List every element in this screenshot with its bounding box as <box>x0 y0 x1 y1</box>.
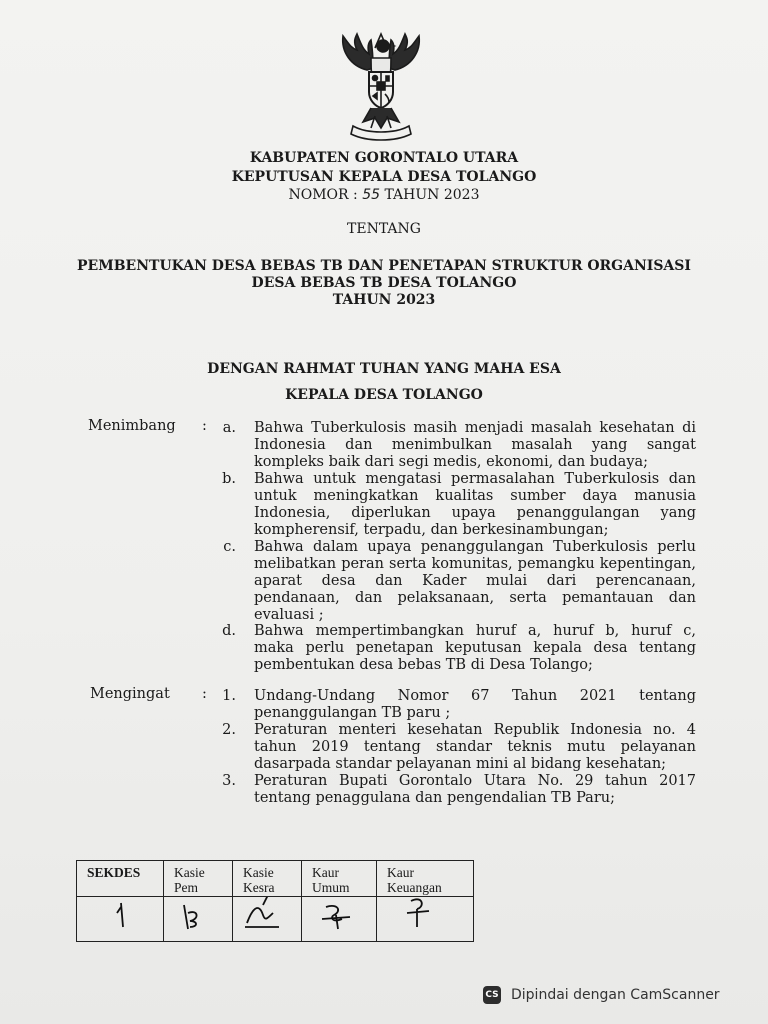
subject-line-2: DESA BEBAS TB DESA TOLANGO <box>251 275 517 291</box>
decree-number <box>0 187 768 203</box>
camscanner-badge <box>483 986 720 1004</box>
menimbang-c-line-1: Bahwa dalam upaya penanggulangan Tuberkulosis perlu <box>254 539 696 555</box>
menimbang-label: Menimbang <box>88 418 176 434</box>
decree-title: KEPUTUSAN KEPALA DESA TOLANGO <box>231 169 537 185</box>
mengingat-3-line-2: tentang penaggulana dan pengendalian TB Paru; <box>254 790 615 806</box>
camscanner-label: Dipindai dengan CamScanner <box>511 987 720 1003</box>
mengingat-label: Mengingat <box>90 686 170 702</box>
signoff-header-kaur-keuangan-line-2: Keuangan <box>387 880 442 895</box>
mengingat-colon: : <box>202 686 207 702</box>
menimbang-b-line-1: Bahwa untuk mengatasi permasalahan Tuberkulosis dan <box>254 471 696 487</box>
initial-sekdes-mark <box>77 897 163 937</box>
subject-line-1: PEMBENTUKAN DESA BEBAS TB DAN PENETAPAN STRUKTUR ORGANISASI <box>77 258 691 274</box>
mengingat-1-line-1: Undang-Undang Nomor 67 Tahun 2021 tentang <box>254 688 696 704</box>
signoff-header-kaur-umum-line-2: Umum <box>312 880 350 895</box>
signoff-header-row <box>77 861 474 897</box>
official-heading: KEPALA DESA TOLANGO <box>285 387 483 403</box>
initial-kaur-umum-mark <box>302 897 376 937</box>
mengingat-3-line-1: Peraturan Bupati Gorontalo Utara No. 29 tahun 2017 <box>254 773 696 789</box>
signoff-header-kaur-keuangan-line-1: Kaur <box>387 865 414 880</box>
menimbang-a-line-3: kompleks baik dari segi medis, ekonomi, dan budaya; <box>254 454 649 470</box>
initial-kaur-keuangan-mark <box>377 897 473 937</box>
signoff-header-kasie-kesra-line-1: Kasie <box>243 865 274 880</box>
menimbang-d-line-3: pembentukan desa bebas TB di Desa Tolango; <box>254 657 593 673</box>
decree-number-handwritten: 55 <box>362 187 381 203</box>
regency-title: KABUPATEN GORONTALO UTARA <box>249 150 519 166</box>
signoff-header-kasie-kesra-label <box>233 861 301 895</box>
decree-number-suffix: TAHUN 2023 <box>380 187 480 203</box>
menimbang-b-line-3: Indonesia, diperlukan upaya penanggulangan yang <box>254 505 696 521</box>
signoff-header-kaur-keuangan-label <box>377 861 473 895</box>
signoff-header-kasie-pem-line-1: Kasie <box>174 865 205 880</box>
mengingat-marker-2: 2. <box>222 722 236 738</box>
mengingat-1-line-2: penanggulangan TB paru ; <box>254 705 451 721</box>
menimbang-d-line-1: Bahwa mempertimbangkan huruf a, huruf b, huruf c, <box>254 623 696 639</box>
about-heading: TENTANG <box>347 221 421 237</box>
menimbang-c-line-3: aparat desa dan Kader mulai dari perencanaan, <box>254 573 696 589</box>
signoff-header-kasie-pem-label <box>164 861 232 895</box>
mengingat-marker-1: 1. <box>222 688 236 704</box>
menimbang-a-line-1: Bahwa Tuberkulosis masih menjadi masalah kesehatan di <box>254 420 696 436</box>
signoff-header-kasie-kesra <box>233 861 302 897</box>
menimbang-marker-c: c. <box>223 539 236 555</box>
menimbang-c-line-5: evaluasi ; <box>254 607 324 623</box>
signoff-header-kaur-umum <box>302 861 377 897</box>
signoff-header-kaur-keuangan <box>377 861 474 897</box>
signoff-initial-sekdes <box>77 897 164 942</box>
subject-line-3: TAHUN 2023 <box>332 292 436 308</box>
signoff-header-kasie-pem-line-2: Pem <box>174 880 199 895</box>
signoff-header-sekdes-label: SEKDES <box>87 865 141 880</box>
mengingat-2-line-3: dasarpada standar pelayanan mini al bidang kesehatan; <box>254 756 667 772</box>
camscanner-icon: CS <box>483 986 501 1004</box>
signoff-header-sekdes <box>77 861 164 897</box>
signoff-initials-row <box>77 897 474 942</box>
initial-kasie-pem-mark <box>164 897 232 937</box>
signoff-initial-kasie-pem <box>164 897 233 942</box>
signoff-header-kaur-umum-label <box>302 861 376 895</box>
signoff-initial-kasie-kesra <box>233 897 302 942</box>
menimbang-marker-b: b. <box>222 471 236 487</box>
signoff-header-kasie-pem <box>164 861 233 897</box>
menimbang-c-line-4: pendanaan, dan pelaksanaan, serta pemantauan dan <box>254 590 696 606</box>
menimbang-c-line-2: melibatkan peran serta komunitas, pemangku kepentingan, <box>254 556 696 572</box>
menimbang-colon: : <box>202 418 207 434</box>
signoff-initial-kaur-umum <box>302 897 377 942</box>
initial-kasie-kesra-mark <box>233 897 301 937</box>
mengingat-marker-3: 3. <box>222 773 236 789</box>
signoff-header-kaur-umum-line-1: Kaur <box>312 865 339 880</box>
menimbang-b-line-2: untuk meningkatkan kualitas sumber daya manusia <box>254 488 696 504</box>
mengingat-2-line-1: Peraturan menteri kesehatan Republik Indonesia no. 4 <box>254 722 696 738</box>
garuda-emblem-icon <box>331 30 431 142</box>
menimbang-marker-a: a. <box>222 420 236 436</box>
signoff-header-kasie-kesra-line-2: Kesra <box>243 880 275 895</box>
signoff-table <box>76 860 474 942</box>
menimbang-d-line-2: maka perlu penetapan keputusan kepala desa tentang <box>254 640 696 656</box>
menimbang-a-line-2: Indonesia dan menimbulkan masalah yang sangat <box>254 437 696 453</box>
mengingat-2-line-2: tahun 2019 tentang standar teknis mutu pelayanan <box>254 739 696 755</box>
menimbang-marker-d: d. <box>222 623 236 639</box>
decree-number-prefix: NOMOR : <box>288 187 363 203</box>
blessing-heading: DENGAN RAHMAT TUHAN YANG MAHA ESA <box>207 361 561 377</box>
signoff-initial-kaur-keuangan <box>377 897 474 942</box>
menimbang-b-line-4: kompherensif, terpadu, dan berkesinambungan; <box>254 522 609 538</box>
